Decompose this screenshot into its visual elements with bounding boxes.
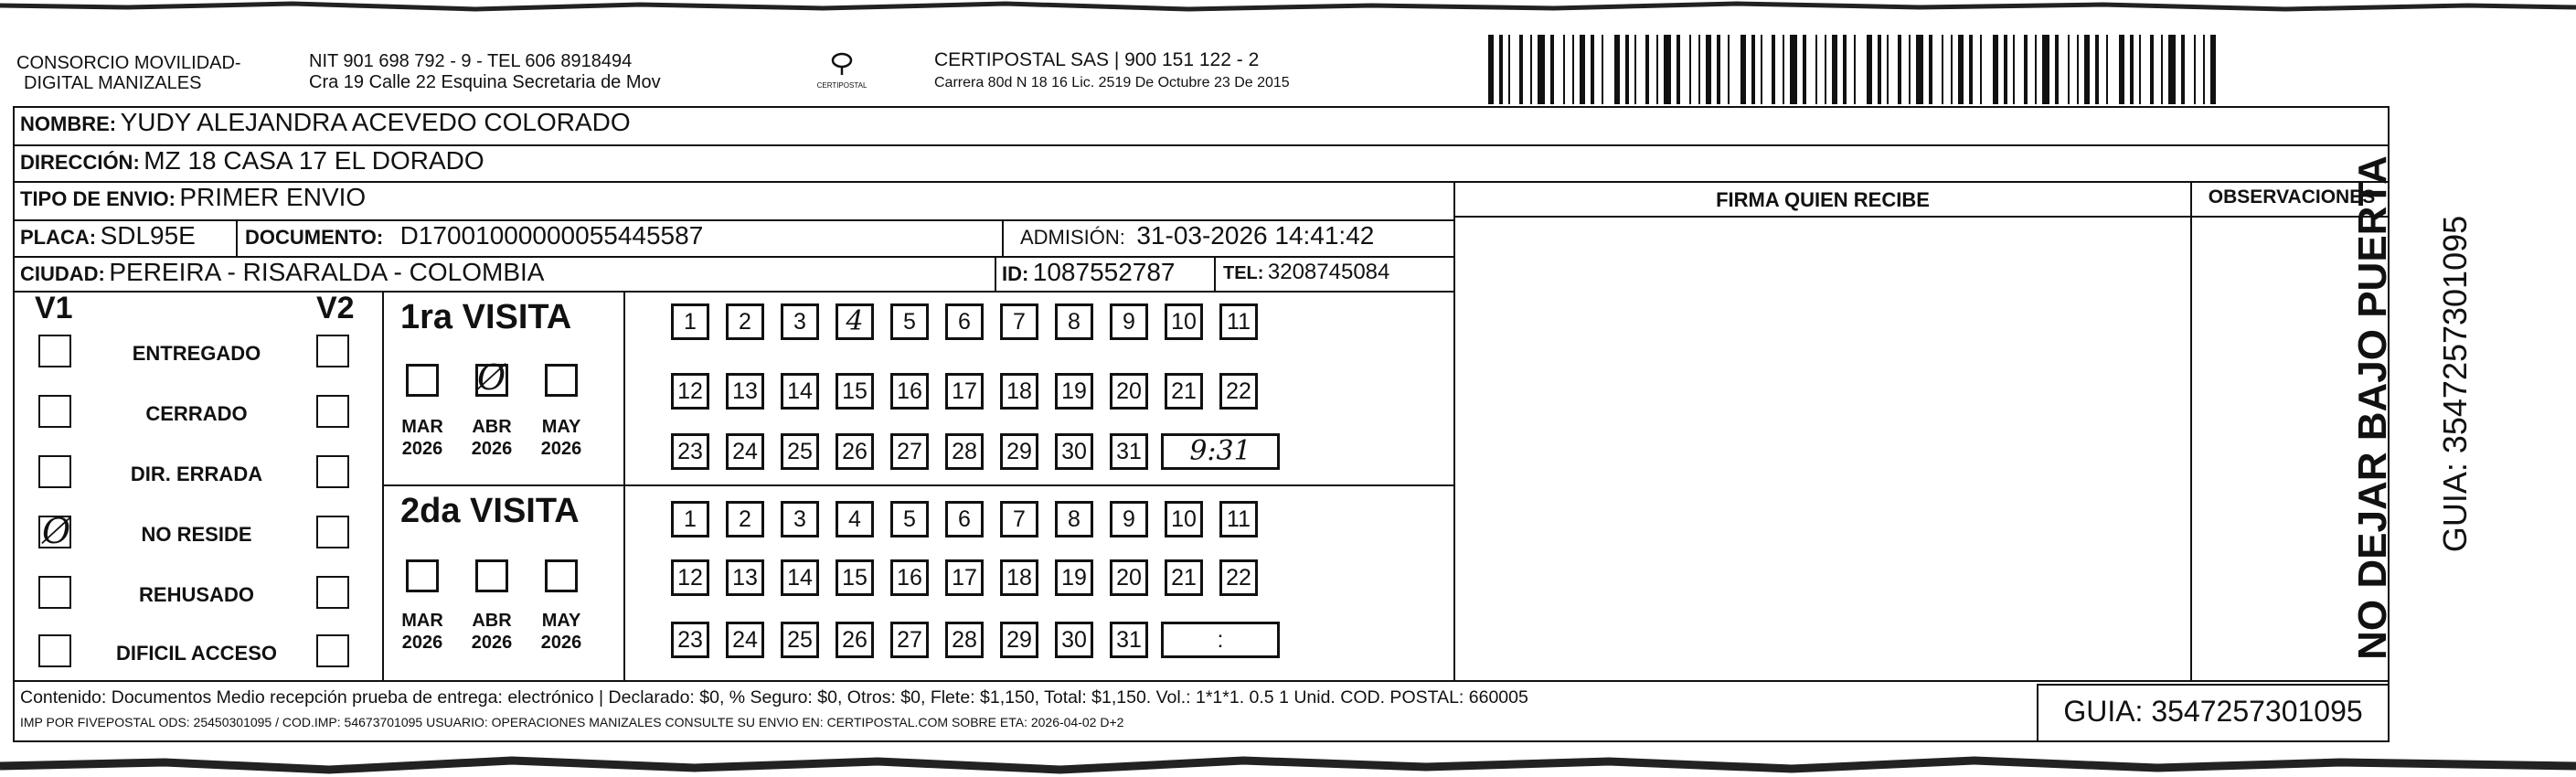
month-label: ABR [472,417,512,437]
barcode-bar [2068,35,2070,104]
day-checkbox[interactable]: 27 [890,433,929,470]
ciudad-field [20,258,544,287]
barcode-bar [1772,35,1775,104]
day-checkbox[interactable]: 12 [671,373,709,410]
status-label: DIR. ERRADA [130,463,263,485]
observaciones-header: OBSERVACIONES [2208,186,2376,208]
day-checkbox[interactable]: 26 [836,433,874,470]
nit-line: NIT 901 698 792 - 9 - TEL 606 8918494 [309,51,633,71]
direccion-label: DIRECCIÓN: [20,151,140,174]
barcode-bar [1815,35,1817,104]
logo-mark-icon [810,49,874,77]
v1-checkbox[interactable] [38,455,71,488]
day-checkbox[interactable]: 1 [671,303,709,340]
barcode-bar [1832,35,1837,104]
barcode-bar [2004,35,2007,104]
day-checkbox[interactable]: 16 [890,373,929,410]
side-guia: GUIA: 3547257301095 [2436,215,2474,553]
placa-field [20,221,196,250]
month-label: MAR [401,417,443,437]
col-divider [623,291,625,680]
nombre-value: YUDY ALEJANDRA ACEVEDO COLORADO [120,108,631,136]
day-checkbox[interactable]: 3 [781,303,819,340]
barcode-bar [2055,35,2059,104]
barcode-bar [1591,35,1594,104]
day-checkbox[interactable]: 23 [671,433,709,470]
v2-checkbox[interactable] [316,576,349,609]
day-checkbox[interactable]: 28 [945,622,984,658]
day-checkbox[interactable]: 29 [1000,622,1038,658]
barcode-bar [2042,35,2049,104]
day-checkbox[interactable]: 10 [1165,501,1203,538]
barcode-bar [1843,35,1847,104]
company-name-line2: DIGITAL MANIZALES [24,73,202,93]
admision-label: ADMISIÓN: [1020,226,1125,249]
day-checkbox[interactable]: 26 [836,622,874,658]
day-checkbox[interactable]: 29 [1000,433,1038,470]
barcode-bar [2203,35,2205,104]
direccion-field [20,146,484,176]
barcode-bar [1550,35,1554,104]
barcode [1488,35,2225,104]
barcode-bar [1969,35,1973,104]
v2-checkbox[interactable] [316,634,349,667]
v1-checkbox[interactable] [38,576,71,609]
day-checkbox[interactable]: 2 [726,501,764,538]
barcode-bar [2119,35,2124,104]
day-checkbox[interactable]: 6 [945,501,984,538]
v2-checkbox[interactable] [316,395,349,428]
day-checkbox[interactable]: 31 [1110,433,1148,470]
ciudad-label: CIUDAD: [20,262,105,285]
nombre-field [20,108,631,137]
barcode-bar [2130,35,2134,104]
barcode-bar [1898,35,1901,104]
day-checkbox[interactable]: 24 [726,433,764,470]
barcode-bar [2024,35,2028,104]
col-divider [995,256,996,291]
day-checkbox[interactable]: 18 [1000,559,1038,596]
firma-header: FIRMA QUIEN RECIBE [1716,188,1930,211]
barcode-bar [1980,35,1982,104]
col-divider [382,291,384,680]
day-checkbox[interactable]: 20 [1110,373,1148,410]
first-visit-time[interactable]: 9:31 [1161,433,1280,470]
year-label: 2026 [540,439,582,459]
torn-top-edge [0,0,2576,20]
barcode-bar [2013,35,2015,104]
barcode-bar [2077,35,2079,104]
status-label: ENTREGADO [132,342,261,365]
barcode-bar [1508,35,1510,104]
barcode-bar [2106,35,2108,104]
status-label: NO RESIDE [141,523,252,546]
barcode-bar [1519,35,1523,104]
barcode-bar [1634,35,1636,104]
tel-value: 3208745084 [1267,260,1390,284]
month-checkbox[interactable] [475,559,508,592]
barcode-bar [1958,35,1964,104]
barcode-bar [1538,35,1545,104]
day-checkbox[interactable]: 27 [890,622,929,658]
barcode-bar [1530,35,1532,104]
row-divider [13,181,2390,183]
day-checkbox[interactable]: 3 [781,501,819,538]
first-visit-title: 1ra VISITA [400,298,572,336]
barcode-bar [2210,35,2216,104]
tel-label: TEL: [1223,263,1264,283]
day-checkbox[interactable]: 16 [890,559,929,596]
imp-text: IMP POR FIVEPOSTAL ODS: 25450301095 / COD.IMP: 54673701095 USUARIO: OPERACIONES MANIZALES CONSULTE SU ENVIO EN: CERTIPOSTAL.COM SOBRE ETA: 2026-04-02 D+2 [20,715,1124,729]
day-checkbox[interactable]: 7 [1000,303,1038,340]
day-checkbox[interactable]: 17 [945,373,984,410]
barcode-bar [1867,35,1872,104]
guia-box-text: GUIA: 3547257301095 [2063,695,2363,728]
month-checkbox[interactable] [406,364,439,397]
status-label: CERRADO [145,402,248,425]
barcode-bar [1602,35,1603,104]
visits-divider [382,484,1453,486]
v2-header: V2 [316,291,355,325]
logo-text: CERTIPOSTAL [816,81,868,90]
barcode-bar [1717,35,1720,104]
barcode-bar [1751,35,1755,104]
row-divider [13,291,1453,293]
month-checkbox[interactable] [545,559,578,592]
month-checkbox[interactable] [545,364,578,397]
day-checkbox[interactable]: 6 [945,303,984,340]
documento-value: D17001000000055445587 [399,221,704,250]
ciudad-value: PEREIRA - RISARALDA - COLOMBIA [109,258,545,286]
day-checkbox[interactable]: 5 [890,501,929,538]
barcode-bar [1625,35,1629,104]
barcode-bar [1929,35,1932,104]
v2-checkbox[interactable] [316,516,349,548]
day-checkbox[interactable]: 8 [1055,303,1093,340]
barcode-bar [2150,35,2154,104]
day-checkbox[interactable]: 2 [726,303,764,340]
day-checkbox[interactable]: 13 [726,373,764,410]
barcode-bar [1689,35,1691,104]
month-label: MAY [541,611,581,631]
barcode-bar [1698,35,1700,104]
v1-header: V1 [35,291,73,325]
v2-checkbox[interactable] [316,455,349,488]
day-checkbox[interactable]: 11 [1219,501,1258,538]
month-checkbox[interactable] [406,559,439,592]
barcode-bar [2139,35,2141,104]
day-checkbox[interactable]: 15 [836,559,874,596]
barcode-bar [1656,35,1658,104]
documento-label: DOCUMENTO: [245,226,384,249]
barcode-bar [1572,35,1574,104]
barcode-bar [1878,35,1881,104]
status-label: REHUSADO [139,583,254,606]
tipo-envio-value: PRIMER ENVIO [179,183,367,211]
admision-field [1020,221,1374,250]
col-divider [1453,181,1455,680]
id-value: 1087552787 [1032,258,1176,286]
barcode-bar [2084,35,2090,104]
col-divider [2190,181,2192,680]
carrier-address: Carrera 80d N 18 16 Lic. 2519 De Octubre 23 De 2015 [934,75,1290,90]
day-checkbox[interactable]: 8 [1055,501,1093,538]
no-dejar-bajo-puerta: NO DEJAR BAJO PUERTA [2350,155,2395,660]
day-checkbox[interactable]: 24 [726,622,764,658]
day-checkbox[interactable]: 14 [781,559,819,596]
day-checkbox[interactable]: 10 [1165,303,1203,340]
tipo-envio-label: TIPO DE ENVIO: [20,187,176,210]
day-checkbox[interactable]: 12 [671,559,709,596]
month-handwritten-mark: Ø [477,357,506,398]
day-checkbox[interactable]: 18 [1000,373,1038,410]
day-checkbox[interactable]: 25 [781,433,819,470]
contenido-text: Contenido: Documentos Medio recepción prueba de entrega: electrónico | Declarado: $0, % Seguro: $0, Otros: $0, Flete: $1,150, Total: $1,150. Vol.: 1*1*1. 0.5 1 Unid. COD. POSTAL: 660005 [20,687,1528,708]
day-checkbox[interactable]: 31 [1110,622,1148,658]
barcode-bar [1664,35,1671,104]
barcode-bar [2095,35,2099,104]
year-label: 2026 [401,633,443,653]
month-label: MAR [401,611,443,631]
row-divider [13,680,2390,682]
second-visit-time[interactable]: : [1161,622,1280,658]
day-checkbox[interactable]: 15 [836,373,874,410]
day-checkbox[interactable]: 19 [1055,373,1093,410]
barcode-bar [2035,35,2037,104]
barcode-bar [1887,35,1889,104]
company-name-line1: CONSORCIO MOVILIDAD- [16,53,241,73]
day-checkbox[interactable]: 17 [945,559,984,596]
barcode-bar [1909,35,1911,104]
day-checkbox[interactable]: 20 [1110,559,1148,596]
v1-checkbox[interactable] [38,335,71,367]
day-checkbox[interactable]: 9 [1110,501,1148,538]
day-checkbox[interactable]: 1 [671,501,709,538]
barcode-bar [1825,35,1826,104]
direccion-value: MZ 18 CASA 17 EL DORADO [144,146,484,175]
v2-checkbox[interactable] [316,335,349,367]
year-label: 2026 [540,633,582,653]
barcode-bar [1951,35,1953,104]
day-checkbox[interactable]: 11 [1219,303,1258,340]
barcode-bar [2161,35,2163,104]
row-divider [1453,216,2390,218]
barcode-bar [1803,35,1806,104]
day-checkbox[interactable]: 13 [726,559,764,596]
barcode-bar [1580,35,1585,104]
day-checkbox[interactable]: 7 [1000,501,1038,538]
carrier-line: CERTIPOSTAL SAS | 900 151 122 - 2 [934,49,1260,70]
tipo-envio-field [20,183,366,212]
sender-address: Cra 19 Calle 22 Esquina Secretaria de Mov [309,72,661,92]
day-checkbox[interactable]: 4 [836,501,874,538]
barcode-bar [2181,35,2185,104]
second-visit-title: 2da VISITA [400,492,580,530]
barcode-bar [1728,35,1730,104]
month-label: MAY [541,417,581,437]
barcode-bar [1706,35,1711,104]
barcode-bar [1499,35,1503,104]
barcode-bar [1942,35,1943,104]
barcode-bar [1993,35,1998,104]
certipostal-logo [810,49,874,95]
barcode-bar [1488,35,1494,104]
year-label: 2026 [471,633,513,653]
day-checkbox[interactable]: 21 [1165,559,1203,596]
day-checkbox[interactable]: 22 [1219,373,1258,410]
day-checkbox[interactable]: 30 [1055,622,1093,658]
barcode-bar [1854,35,1856,104]
year-label: 2026 [401,439,443,459]
v1-checkbox[interactable] [38,634,71,667]
placa-label: PLACA: [20,226,97,249]
barcode-bar [2194,35,2196,104]
barcode-bar [1563,35,1565,104]
col-divider [1002,219,1004,256]
col-divider [1214,256,1216,291]
month-label: ABR [472,611,512,631]
day-checkbox[interactable]: 30 [1055,433,1093,470]
barcode-bar [1645,35,1649,104]
day-checkbox[interactable]: 23 [671,622,709,658]
day-checkbox[interactable]: 5 [890,303,929,340]
barcode-bar [1783,35,1784,104]
status-label: DIFICIL ACCESO [115,642,277,665]
id-field [1002,258,1176,287]
barcode-bar [1614,35,1620,104]
barcode-bar [1916,35,1923,104]
year-label: 2026 [471,439,513,459]
day-checkbox[interactable]: 19 [1055,559,1093,596]
barcode-bar [2168,35,2176,104]
day-checkbox[interactable]: 28 [945,433,984,470]
day-checkbox[interactable]: 21 [1165,373,1203,410]
documento-field [245,221,703,250]
day-checkbox[interactable]: 22 [1219,559,1258,596]
nombre-label: NOMBRE: [20,112,117,135]
day-checkbox[interactable]: 9 [1110,303,1148,340]
day-checkbox[interactable]: 14 [781,373,819,410]
col-divider [236,219,238,256]
day-checkbox[interactable]: 25 [781,622,819,658]
barcode-bar [1677,35,1680,104]
v1-checkbox[interactable] [38,395,71,428]
placa-value: SDL95E [100,221,196,250]
barcode-bar [1790,35,1797,104]
barcode-bar [1761,35,1762,104]
id-label: ID: [1002,262,1029,285]
barcode-bar [1740,35,1746,104]
tel-field [1223,260,1389,285]
torn-bottom-edge [0,753,2576,777]
admision-value: 31-03-2026 14:41:42 [1136,221,1375,250]
v1-handwritten-mark: Ø [42,511,71,551]
day-checkbox[interactable]: 4 [836,303,874,340]
